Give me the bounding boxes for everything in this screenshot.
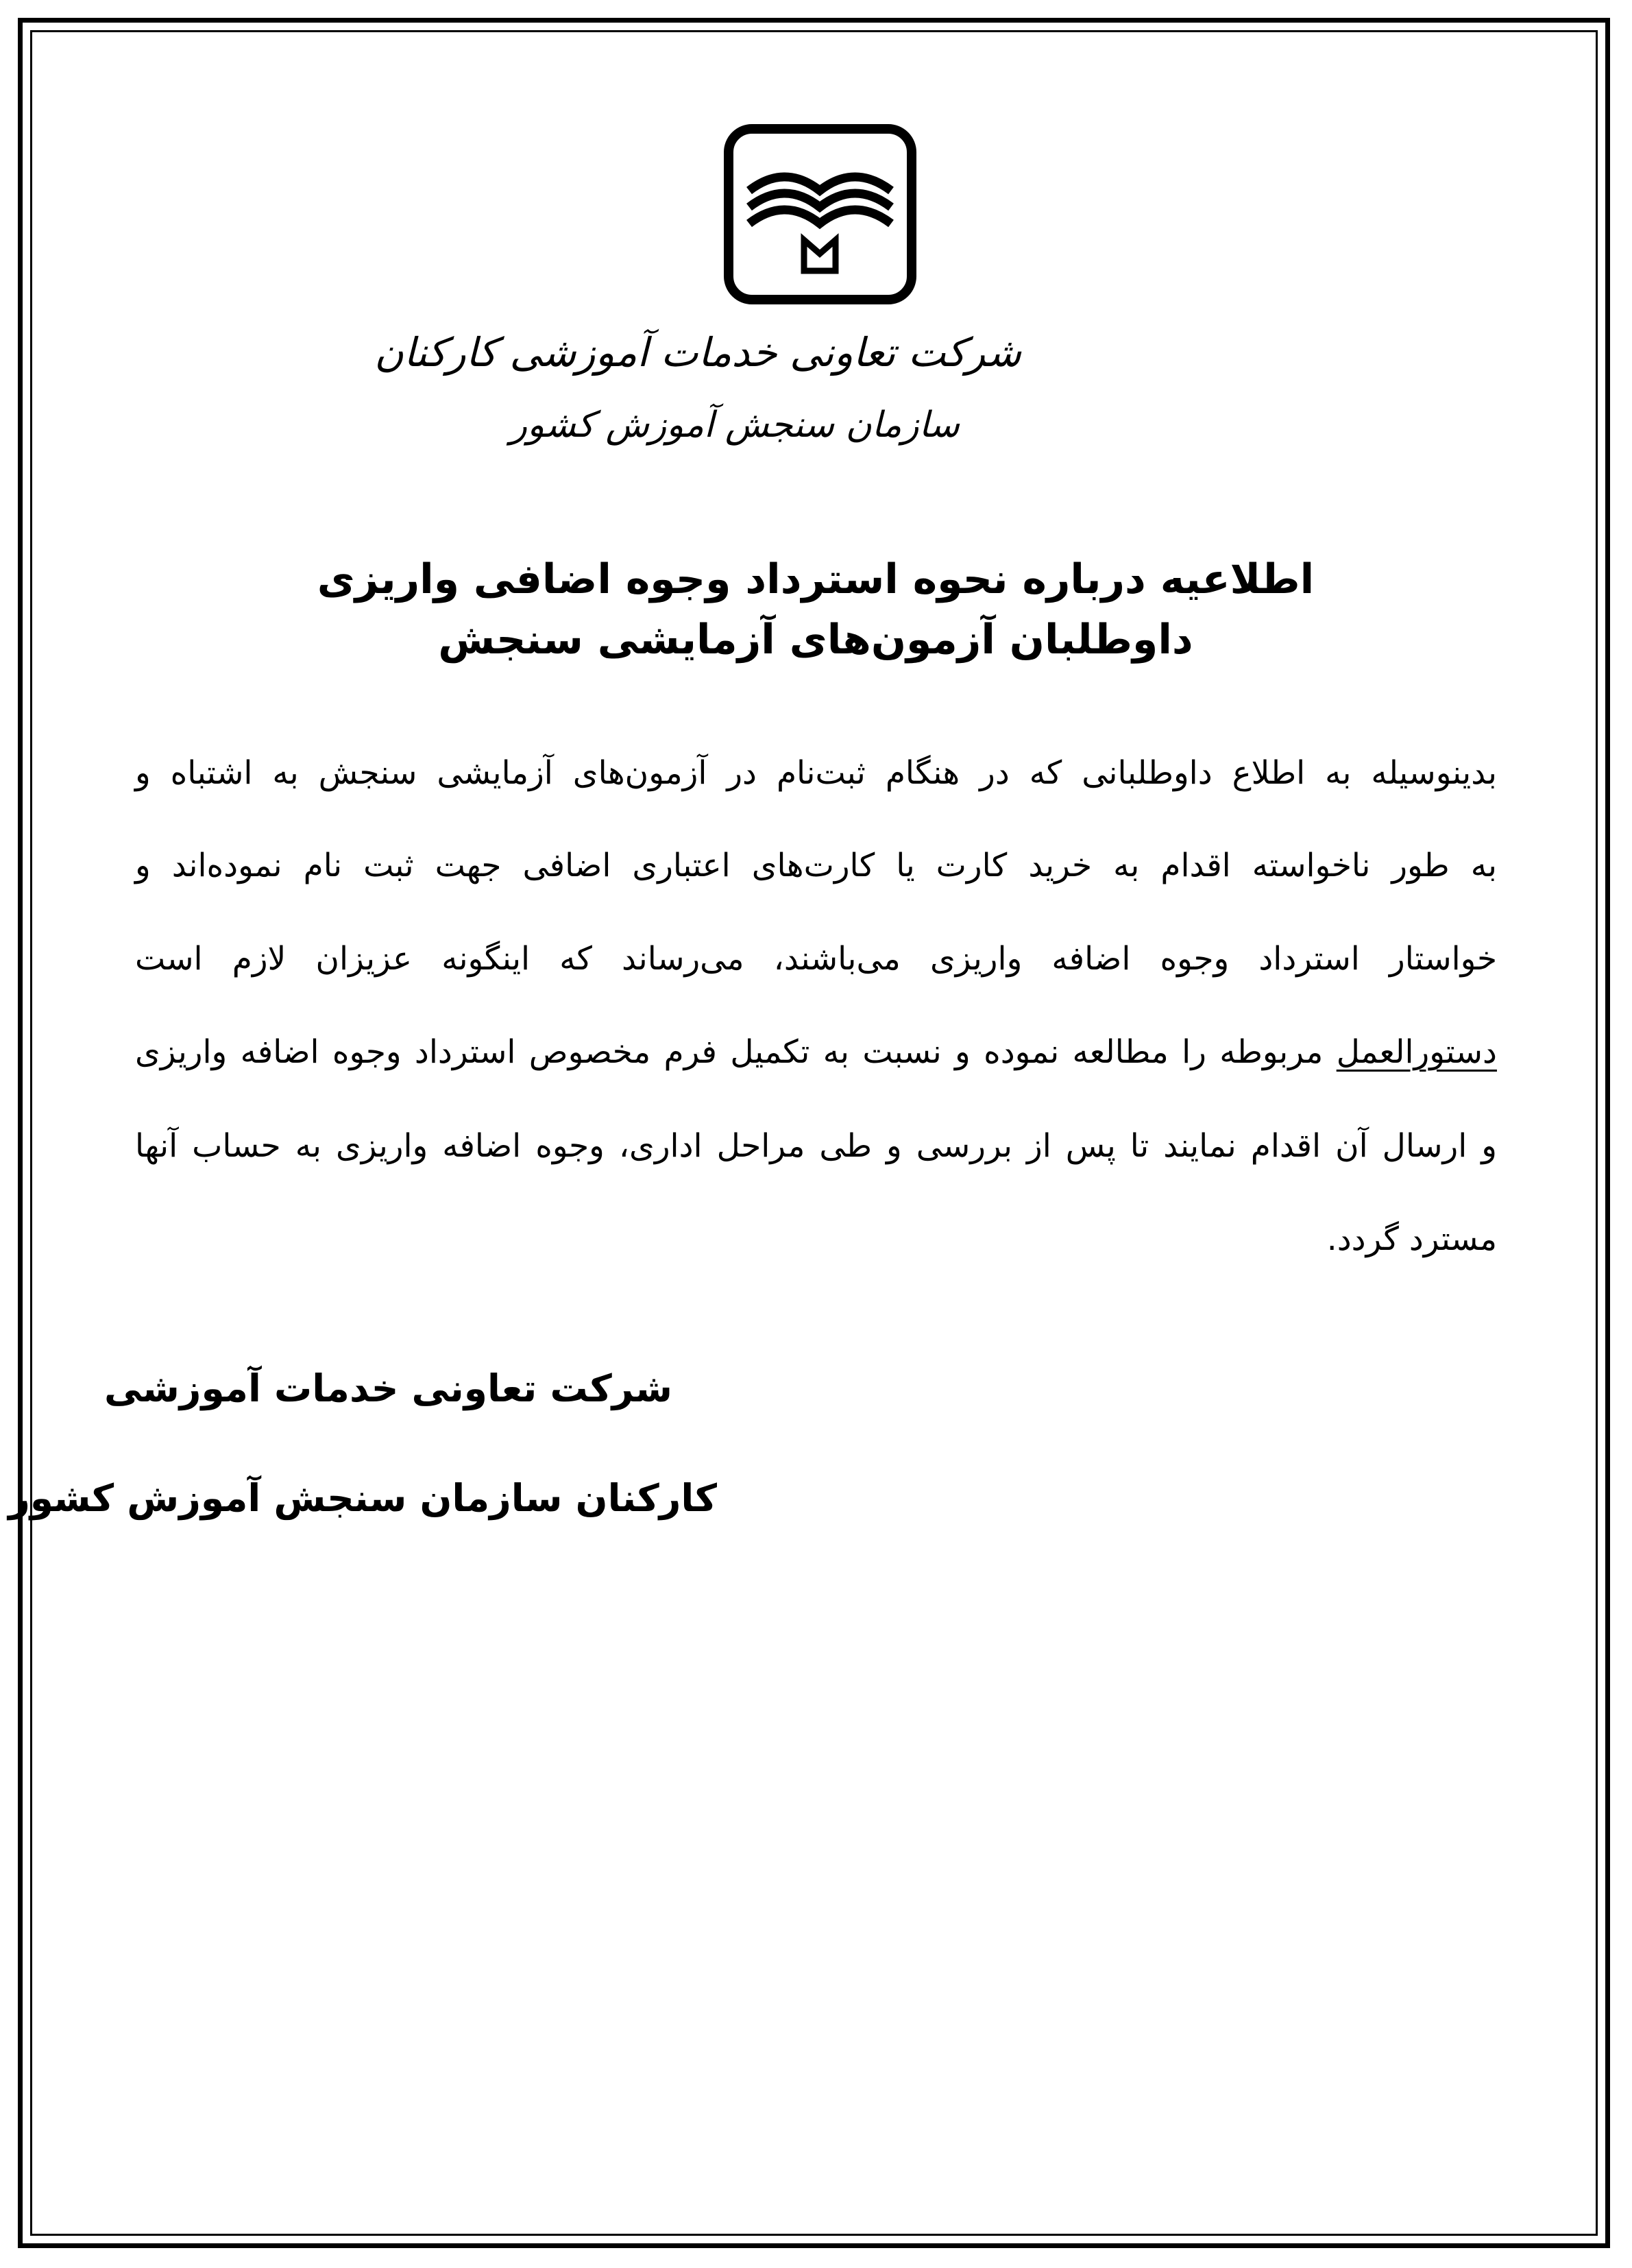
body-line-6: مسترد گردد.	[1326, 1220, 1497, 1258]
signature-line-1: شرکت تعاونی خدمات آموزشی	[104, 1366, 672, 1410]
body-line-4-text: مربوطه را مطالعه نموده و نسبت به تکمیل فرم مخصوص استرداد وجوه اضافه واریزی	[135, 1033, 1337, 1071]
signature-line-2: کارکنان سازمان سنجش آموزش کشور	[8, 1476, 717, 1520]
notice-title-line-1: اطلاعیه درباره نحوه استرداد وجوه اضافی واریزی	[317, 555, 1315, 603]
body-line-1: بدینوسیله به اطلاع داوطلبانی که در هنگام ثبت‌نام در آزمون‌های آزمایشی سنجش به اشتباه و	[135, 754, 1497, 792]
body-line-4	[135, 1028, 1497, 1076]
organization-logo-icon	[723, 123, 917, 305]
notice-title-line-2: داوطلبان آزمون‌های آزمایشی سنجش	[438, 616, 1193, 664]
body-line-2: به طور ناخواسته اقدام به خرید کارت یا کارت‌های اعتباری اضافی جهت ثبت نام نموده‌اند و	[135, 847, 1497, 884]
body-line-5: و ارسال آن اقدام نمایند تا پس از بررسی و طی مراحل اداری، وجوه اضافه واریزی به حساب آنها	[135, 1127, 1497, 1165]
letterhead-org-line-2: سازمان سنجش آموزش کشور	[510, 405, 960, 446]
letterhead-org-line-1: شرکت تعاونی خدمات آموزشی کارکنان	[374, 329, 1021, 376]
instructions-link[interactable]: دستورالعمل	[1336, 1033, 1497, 1071]
body-line-3: خواستار استرداد وجوه اضافه واریزی می‌باشند، می‌رساند که اینگونه عزیزان لازم است	[135, 940, 1497, 978]
